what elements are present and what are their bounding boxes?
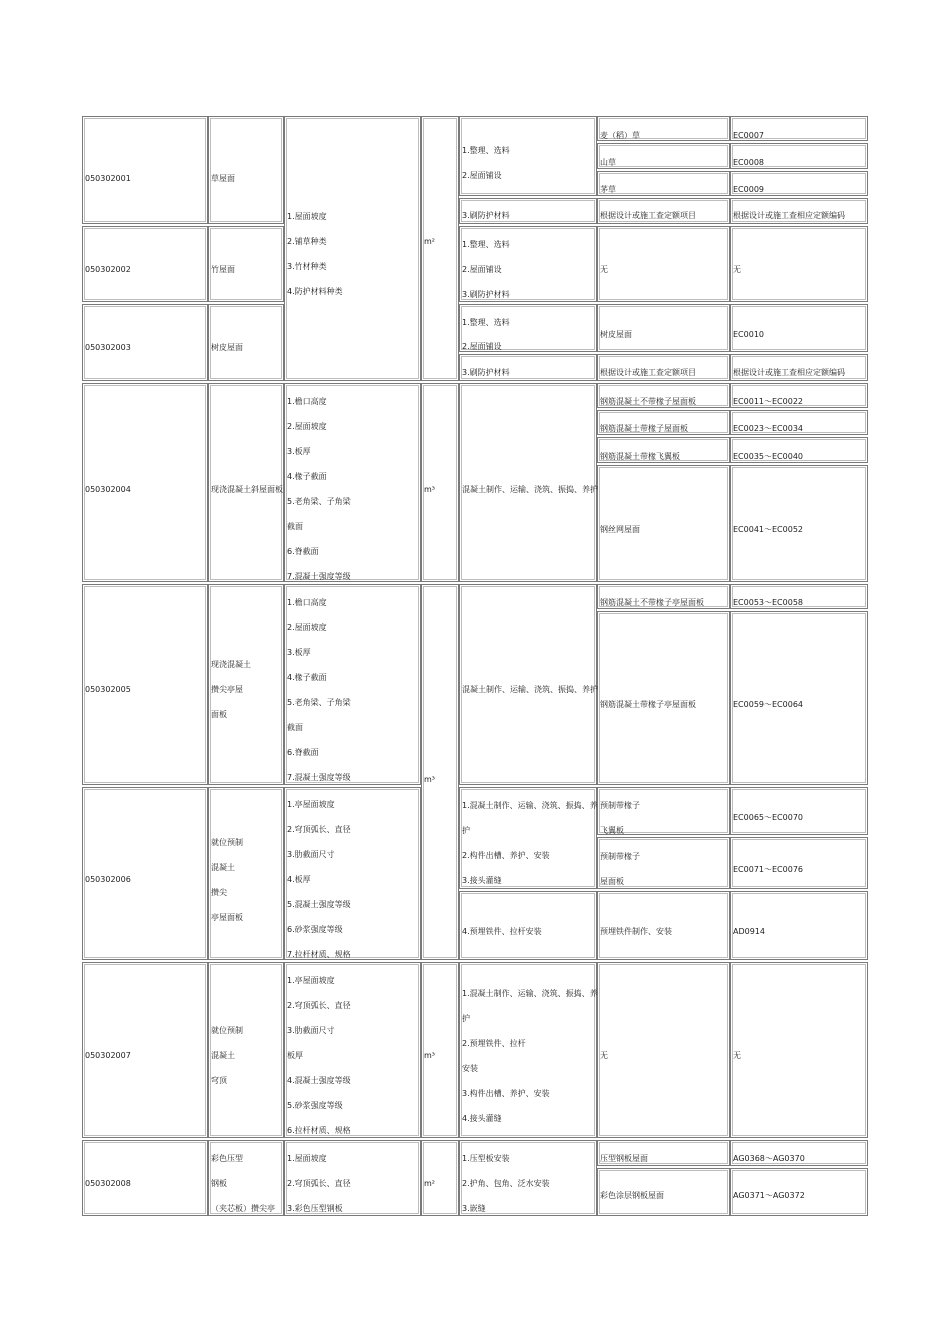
quota-code: 根据设计或施工查相应定额编码 xyxy=(733,211,845,220)
feature-line: 1.屋面坡度 xyxy=(287,212,327,221)
work-line: 1.整理、选料 xyxy=(462,240,510,249)
feature-line: 6.砂浆强度等级 xyxy=(287,925,343,934)
quota-content: 预埋铁件制作、安装 xyxy=(600,927,672,936)
work-line: 1.整理、选料 xyxy=(462,318,510,327)
quota-code: EC0053～EC0058 xyxy=(733,598,803,607)
work-line: 3.刷防护材料 xyxy=(462,368,510,377)
feature-line: 截面 xyxy=(287,522,303,531)
feature-line: 4.混凝土强度等级 xyxy=(287,1076,351,1085)
quota-code: AG0368～AG0370 xyxy=(733,1154,805,1163)
item-name: 竹屋面 xyxy=(211,265,235,274)
quota-content: 钢筋混凝土不带椽子屋面板 xyxy=(600,397,696,406)
feature-cell xyxy=(284,962,421,1138)
work-line: 护 xyxy=(462,1014,470,1023)
work-line: 2.屋面铺设 xyxy=(462,171,502,180)
quota-code: AD0914 xyxy=(733,927,765,936)
work-line: 1.混凝土制作、运输、浇筑、振捣、养 xyxy=(462,801,598,810)
feature-line: 7.拉杆材质、规格 xyxy=(287,950,351,959)
code-cell xyxy=(82,383,208,582)
quota-content: 根据设计或施工查定额项目 xyxy=(600,211,696,220)
item-name: 攒尖亭屋 xyxy=(211,685,243,694)
quota-code-cell xyxy=(730,962,868,1138)
quota-code: EC0008 xyxy=(733,158,764,167)
quota-content: 彩色涂层钢板屋面 xyxy=(600,1191,664,1200)
quota-content: 钢筋混凝土带椽子屋面板 xyxy=(600,424,688,433)
feature-line: 3.板厚 xyxy=(287,648,311,657)
unit-cell xyxy=(421,116,459,381)
quota-content: 无 xyxy=(600,265,608,274)
quota-content: 钢筋混凝土带椽子亭屋面板 xyxy=(600,700,696,709)
feature-line: 1.亭屋面坡度 xyxy=(287,976,335,985)
quota-code: 无 xyxy=(733,265,741,274)
work-line: 混凝土制作、运输、浇筑、振捣、养护 xyxy=(462,685,598,694)
code-cell xyxy=(82,787,208,960)
quota-code: EC0011～EC0022 xyxy=(733,397,803,406)
feature-line: 7.混凝土强度等级 xyxy=(287,572,351,581)
quota-content: 压型钢板屋面 xyxy=(600,1154,648,1163)
quota-content: 钢筋混凝土不带椽子亭屋面板 xyxy=(600,598,704,607)
name-cell xyxy=(208,226,284,302)
quota-code-cell xyxy=(730,611,868,785)
work-line: 安装 xyxy=(462,1064,478,1073)
quota-content-cell xyxy=(597,891,730,960)
work-line: 2.构件出槽、养护、安装 xyxy=(462,851,550,860)
feature-line: 4.防护材料种类 xyxy=(287,287,343,296)
quota-code: EC0065～EC0070 xyxy=(733,813,803,822)
item-code: 050302001 xyxy=(85,174,131,183)
quota-code: EC0007 xyxy=(733,131,764,140)
item-name: 现浇混凝土斜屋面板 xyxy=(211,485,283,494)
name-cell xyxy=(208,962,284,1138)
work-cell xyxy=(459,116,597,196)
quota-code: EC0071～EC0076 xyxy=(733,865,803,874)
work-line: 4.接头灌缝 xyxy=(462,1114,502,1123)
quota-code-cell xyxy=(730,891,868,960)
feature-line: 6.脊截面 xyxy=(287,547,319,556)
work-line: 3.刷防护材料 xyxy=(462,290,510,299)
feature-line: 3.竹材种类 xyxy=(287,262,327,271)
feature-line: 6.脊截面 xyxy=(287,748,319,757)
quota-code: EC0059～EC0064 xyxy=(733,700,803,709)
quota-content: 钢筋混凝土带椽飞翼板 xyxy=(600,452,680,461)
code-cell xyxy=(82,226,208,302)
work-line: 4.预埋铁件、拉杆安装 xyxy=(462,927,542,936)
quota-code: EC0035～EC0040 xyxy=(733,452,803,461)
work-line: 1.整理、选料 xyxy=(462,146,510,155)
quota-content-cell xyxy=(597,304,730,352)
work-line: 1.混凝土制作、运输、浇筑、振捣、养 xyxy=(462,989,598,998)
item-name: 亭屋面板 xyxy=(211,913,243,922)
feature-line: 2.屋面坡度 xyxy=(287,422,327,431)
item-name: 就位预制 xyxy=(211,838,243,847)
unit-cell xyxy=(421,1140,459,1216)
feature-line: 板厚 xyxy=(287,1051,303,1060)
unit-text: m³ xyxy=(424,775,435,784)
feature-line: 3.肋截面尺寸 xyxy=(287,1026,335,1035)
item-name: 现浇混凝土 xyxy=(211,660,251,669)
work-line: 2.护角、包角、泛水安装 xyxy=(462,1179,550,1188)
unit-cell xyxy=(421,584,459,960)
quota-content: 预制带椽子 xyxy=(600,852,640,861)
feature-line: 1.檐口高度 xyxy=(287,397,327,406)
feature-line: 3.板厚 xyxy=(287,447,311,456)
feature-line: 1.亭屋面坡度 xyxy=(287,800,335,809)
unit-text: m² xyxy=(424,1179,435,1188)
quota-content: 无 xyxy=(600,1051,608,1060)
feature-line: 2.屋面坡度 xyxy=(287,623,327,632)
work-line: 2.屋面铺设 xyxy=(462,342,502,351)
work-line: 护 xyxy=(462,826,470,835)
feature-cell xyxy=(284,116,421,381)
unit-cell xyxy=(421,962,459,1138)
quota-content: 屋面板 xyxy=(600,877,624,886)
quota-code-cell xyxy=(730,465,868,582)
unit-text: m³ xyxy=(424,485,435,494)
item-name: 面板 xyxy=(211,710,227,719)
work-line: 3.构件出槽、养护、安装 xyxy=(462,1089,550,1098)
quota-content: 树皮屋面 xyxy=(600,330,632,339)
feature-line: 2.穹顶弧长、直径 xyxy=(287,825,351,834)
feature-line: 4.椽子截面 xyxy=(287,673,327,682)
quota-code: EC0041～EC0052 xyxy=(733,525,803,534)
feature-line: 2.铺草种类 xyxy=(287,237,327,246)
quota-content: 根据设计或施工查定额项目 xyxy=(600,368,696,377)
item-name: 混凝土 xyxy=(211,863,235,872)
quota-content-cell xyxy=(597,171,730,196)
feature-line: 1.屋面坡度 xyxy=(287,1154,327,1163)
feature-line: 5.老角梁、子角梁 xyxy=(287,698,351,707)
item-code: 050302006 xyxy=(85,875,131,884)
feature-line: 2.穹顶弧长、直径 xyxy=(287,1179,351,1188)
feature-line: 7.混凝土强度等级 xyxy=(287,773,351,782)
feature-line: 6.拉杆材质、规格 xyxy=(287,1126,351,1135)
item-name: 混凝土 xyxy=(211,1051,235,1060)
quota-code-cell xyxy=(730,304,868,352)
feature-line: 1.檐口高度 xyxy=(287,598,327,607)
work-cell xyxy=(459,383,597,582)
name-cell xyxy=(208,116,284,224)
quota-code: 根据设计或施工查相应定额编码 xyxy=(733,368,845,377)
item-code: 050302005 xyxy=(85,685,131,694)
quota-code: EC0010 xyxy=(733,330,764,339)
work-line: 3.嵌缝 xyxy=(462,1204,486,1213)
name-cell xyxy=(208,383,284,582)
feature-line: 截面 xyxy=(287,723,303,732)
quota-content: 麦（稻）草 xyxy=(600,131,640,140)
feature-line: 5.砂浆强度等级 xyxy=(287,1101,343,1110)
quota-content-cell xyxy=(597,465,730,582)
quota-code: 无 xyxy=(733,1051,741,1060)
quota-content-cell xyxy=(597,962,730,1138)
quota-code-cell xyxy=(730,787,868,835)
quota-code-cell xyxy=(730,837,868,889)
feature-line: 5.混凝土强度等级 xyxy=(287,900,351,909)
quota-content: 预制带椽子 xyxy=(600,801,640,810)
item-name: 穹顶 xyxy=(211,1076,227,1085)
item-code: 050302004 xyxy=(85,485,131,494)
item-name: 树皮屋面 xyxy=(211,343,243,352)
code-cell xyxy=(82,1140,208,1216)
code-cell xyxy=(82,116,208,224)
item-code: 050302008 xyxy=(85,1179,131,1188)
item-name: 钢板 xyxy=(211,1179,227,1188)
work-cell xyxy=(459,891,597,960)
item-name: 就位预制 xyxy=(211,1026,243,1035)
unit-text: m³ xyxy=(424,1051,435,1060)
item-code: 050302003 xyxy=(85,343,131,352)
work-line: 2.预埋铁件、拉杆 xyxy=(462,1039,526,1048)
unit-text: m² xyxy=(424,237,435,246)
quota-code: EC0023～EC0034 xyxy=(733,424,803,433)
quota-content: 钢丝网屋面 xyxy=(600,525,640,534)
work-line: 3.刷防护材料 xyxy=(462,211,510,220)
item-code: 050302002 xyxy=(85,265,131,274)
quota-content: 山草 xyxy=(600,158,616,167)
quota-content-cell xyxy=(597,143,730,169)
feature-line: 3.彩色压型钢板 xyxy=(287,1204,343,1213)
feature-line: 4.椽子截面 xyxy=(287,472,327,481)
quota-code: AG0371～AG0372 xyxy=(733,1191,805,1200)
name-cell xyxy=(208,787,284,960)
work-line: 2.屋面铺设 xyxy=(462,265,502,274)
quota-content: 茅草 xyxy=(600,185,616,194)
feature-line: 3.肋截面尺寸 xyxy=(287,850,335,859)
feature-line: 5.老角梁、子角梁 xyxy=(287,497,351,506)
unit-cell xyxy=(421,383,459,582)
item-name: 彩色压型 xyxy=(211,1154,243,1163)
quota-code-cell xyxy=(730,226,868,302)
work-line: 混凝土制作、运输、浇筑、振捣、养护 xyxy=(462,485,598,494)
quota-code: EC0009 xyxy=(733,185,764,194)
work-line: 3.接头灌缝 xyxy=(462,876,502,885)
item-code: 050302007 xyxy=(85,1051,131,1060)
quota-content-cell xyxy=(597,226,730,302)
work-line: 1.压型板安装 xyxy=(462,1154,510,1163)
item-name: 草屋面 xyxy=(211,174,235,183)
item-name: （夹芯板）攒尖亭 xyxy=(211,1204,275,1213)
item-name: 攒尖 xyxy=(211,888,227,897)
feature-line: 2.穹顶弧长、直径 xyxy=(287,1001,351,1010)
code-cell xyxy=(82,962,208,1138)
quota-content: 飞翼板 xyxy=(600,826,624,835)
quota-content-cell xyxy=(597,611,730,785)
feature-line: 4.板厚 xyxy=(287,875,311,884)
